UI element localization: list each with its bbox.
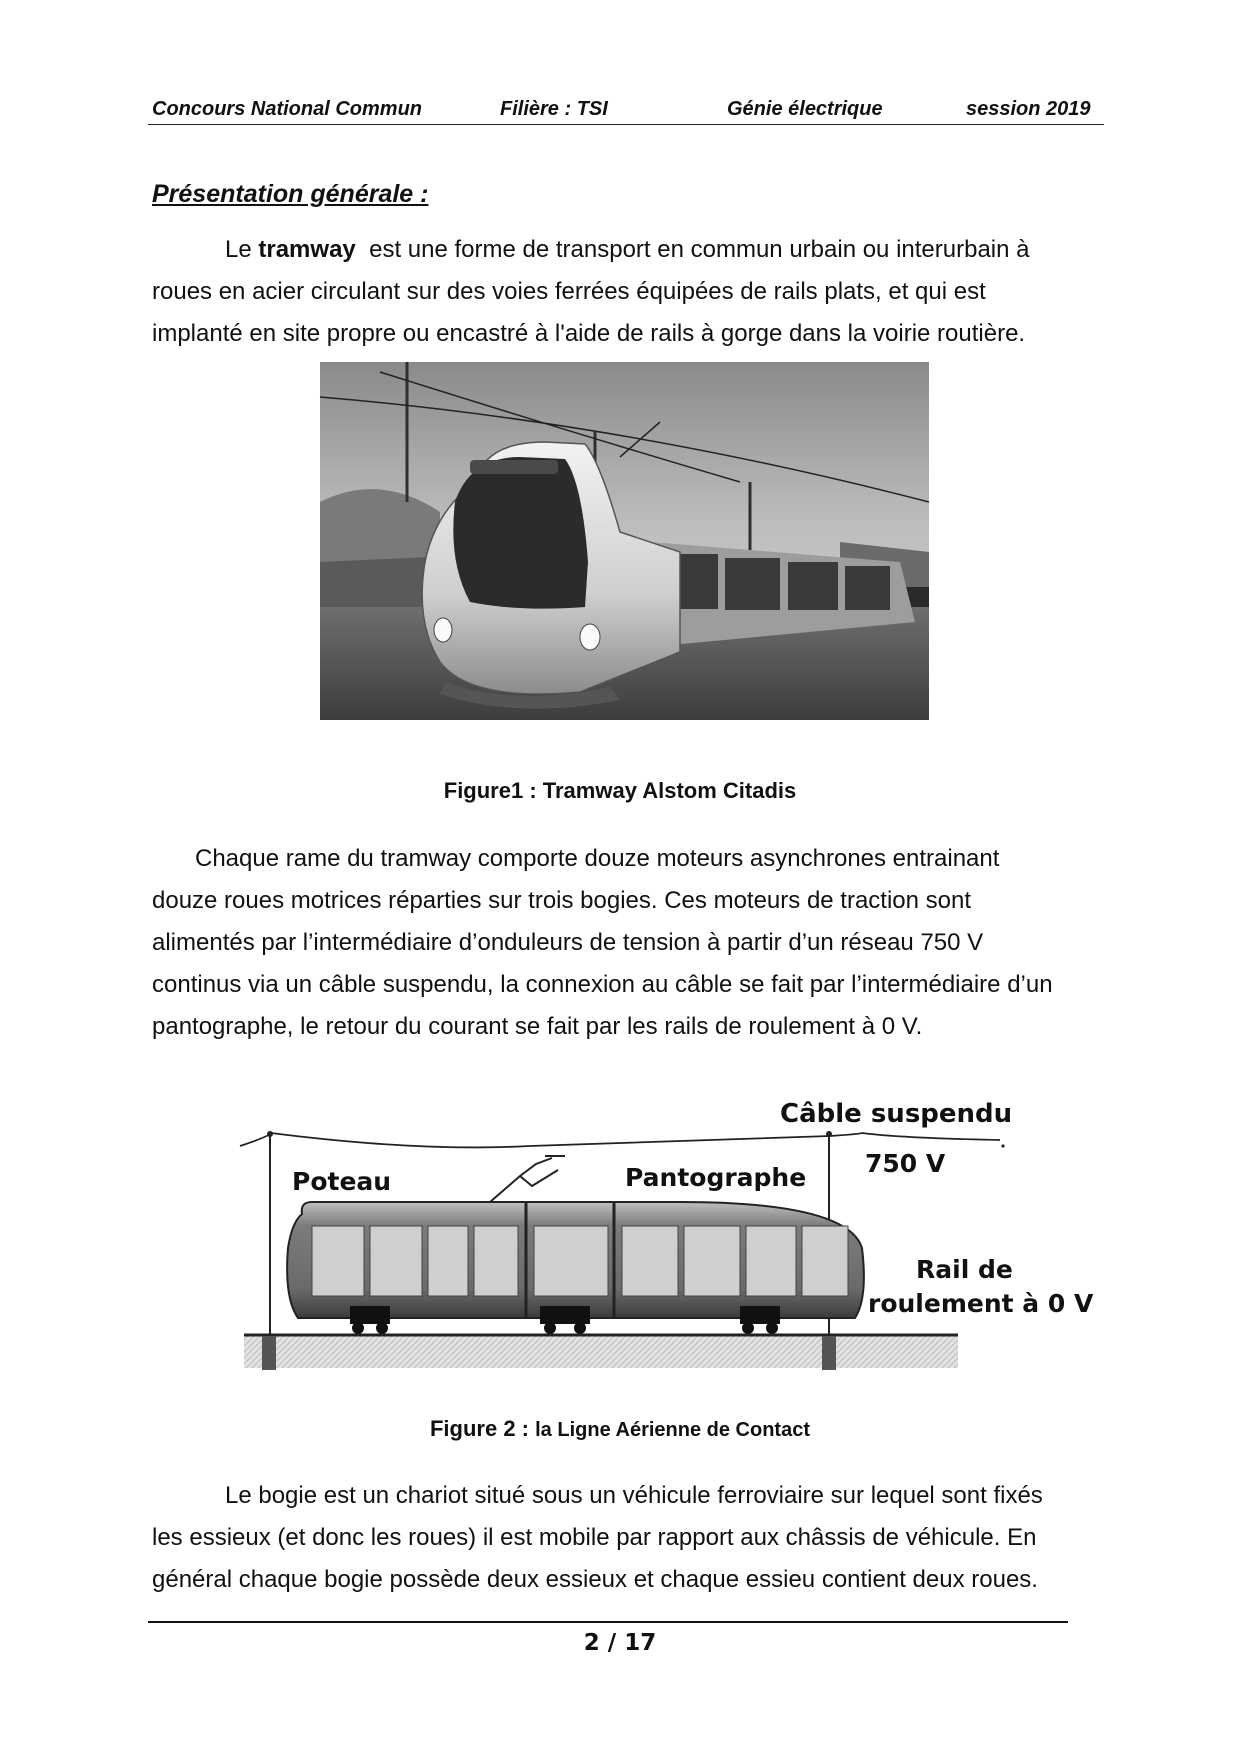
page-number: 2 / 17 bbox=[583, 1630, 657, 1656]
body-paragraph-1 bbox=[152, 838, 1104, 1048]
suspended-cable bbox=[240, 1133, 1000, 1147]
body1-line: douze roues motrices réparties sur trois bogies. Ces moteurs de traction sont bbox=[152, 887, 972, 914]
contact-line-diagram bbox=[240, 1098, 1094, 1398]
tram-body bbox=[287, 1202, 864, 1334]
body1-line: pantographe, le retour du courant se fait par les rails de roulement à 0 V. bbox=[152, 1013, 923, 1040]
running-rail bbox=[244, 1334, 958, 1368]
pantograph bbox=[490, 1156, 565, 1202]
body2-line: les essieux (et donc les roues) il est mobile par rapport aux châssis de véhicule. En bbox=[152, 1524, 1037, 1551]
label-pantographe: Pantographe bbox=[625, 1163, 807, 1192]
intro-line-2: roues en acier circulant sur des voies ferrées équipées de rails plats, et qui est bbox=[152, 278, 986, 305]
label-cable: Câble suspendu bbox=[780, 1099, 1013, 1129]
tram-photo bbox=[320, 362, 929, 720]
intro-line-1: Le tramway est une forme de transport en commun urbain ou interurbain à bbox=[225, 236, 1030, 263]
body1-line: continus via un câble suspendu, la connexion au câble se fait par l’intermédiaire d’un bbox=[152, 971, 1053, 998]
header-rule bbox=[148, 124, 1104, 125]
figure2-caption: Figure 2 : la Ligne Aérienne de Contact bbox=[429, 1416, 810, 1441]
figure1-caption: Figure1 : Tramway Alstom Citadis bbox=[443, 778, 797, 803]
header-competition: Concours National Commun bbox=[152, 98, 423, 120]
label-poteau: Poteau bbox=[292, 1167, 392, 1196]
footer-rule bbox=[148, 1621, 1068, 1623]
section-title: Présentation générale : bbox=[152, 180, 429, 208]
body-paragraph-2 bbox=[152, 1475, 1104, 1601]
header-track: Filière : TSI bbox=[500, 98, 608, 120]
label-rail-line1: Rail de bbox=[916, 1255, 1013, 1284]
body1-line: alimentés par l’intermédiaire d’onduleurs de tension à partir d’un réseau 750 V bbox=[152, 929, 984, 956]
intro-paragraph bbox=[152, 229, 1104, 355]
body2-line: Le bogie est un chariot situé sous un véhicule ferroviaire sur lequel sont fixés bbox=[225, 1482, 1043, 1509]
intro-line-3: implanté en site propre ou encastré à l'aide de rails à gorge dans la voirie routière. bbox=[152, 320, 1026, 347]
label-voltage: 750 V bbox=[865, 1149, 946, 1178]
header-session: session 2019 bbox=[966, 98, 1091, 120]
label-rail-line2: roulement à 0 V bbox=[868, 1289, 1094, 1318]
term-tramway: tramway bbox=[258, 236, 356, 263]
body2-line: général chaque bogie possède deux essieux et chaque essieu contient deux roues. bbox=[152, 1566, 1038, 1593]
header-subject: Génie électrique bbox=[727, 98, 883, 120]
body1-line: Chaque rame du tramway comporte douze moteurs asynchrones entrainant bbox=[195, 845, 1000, 872]
